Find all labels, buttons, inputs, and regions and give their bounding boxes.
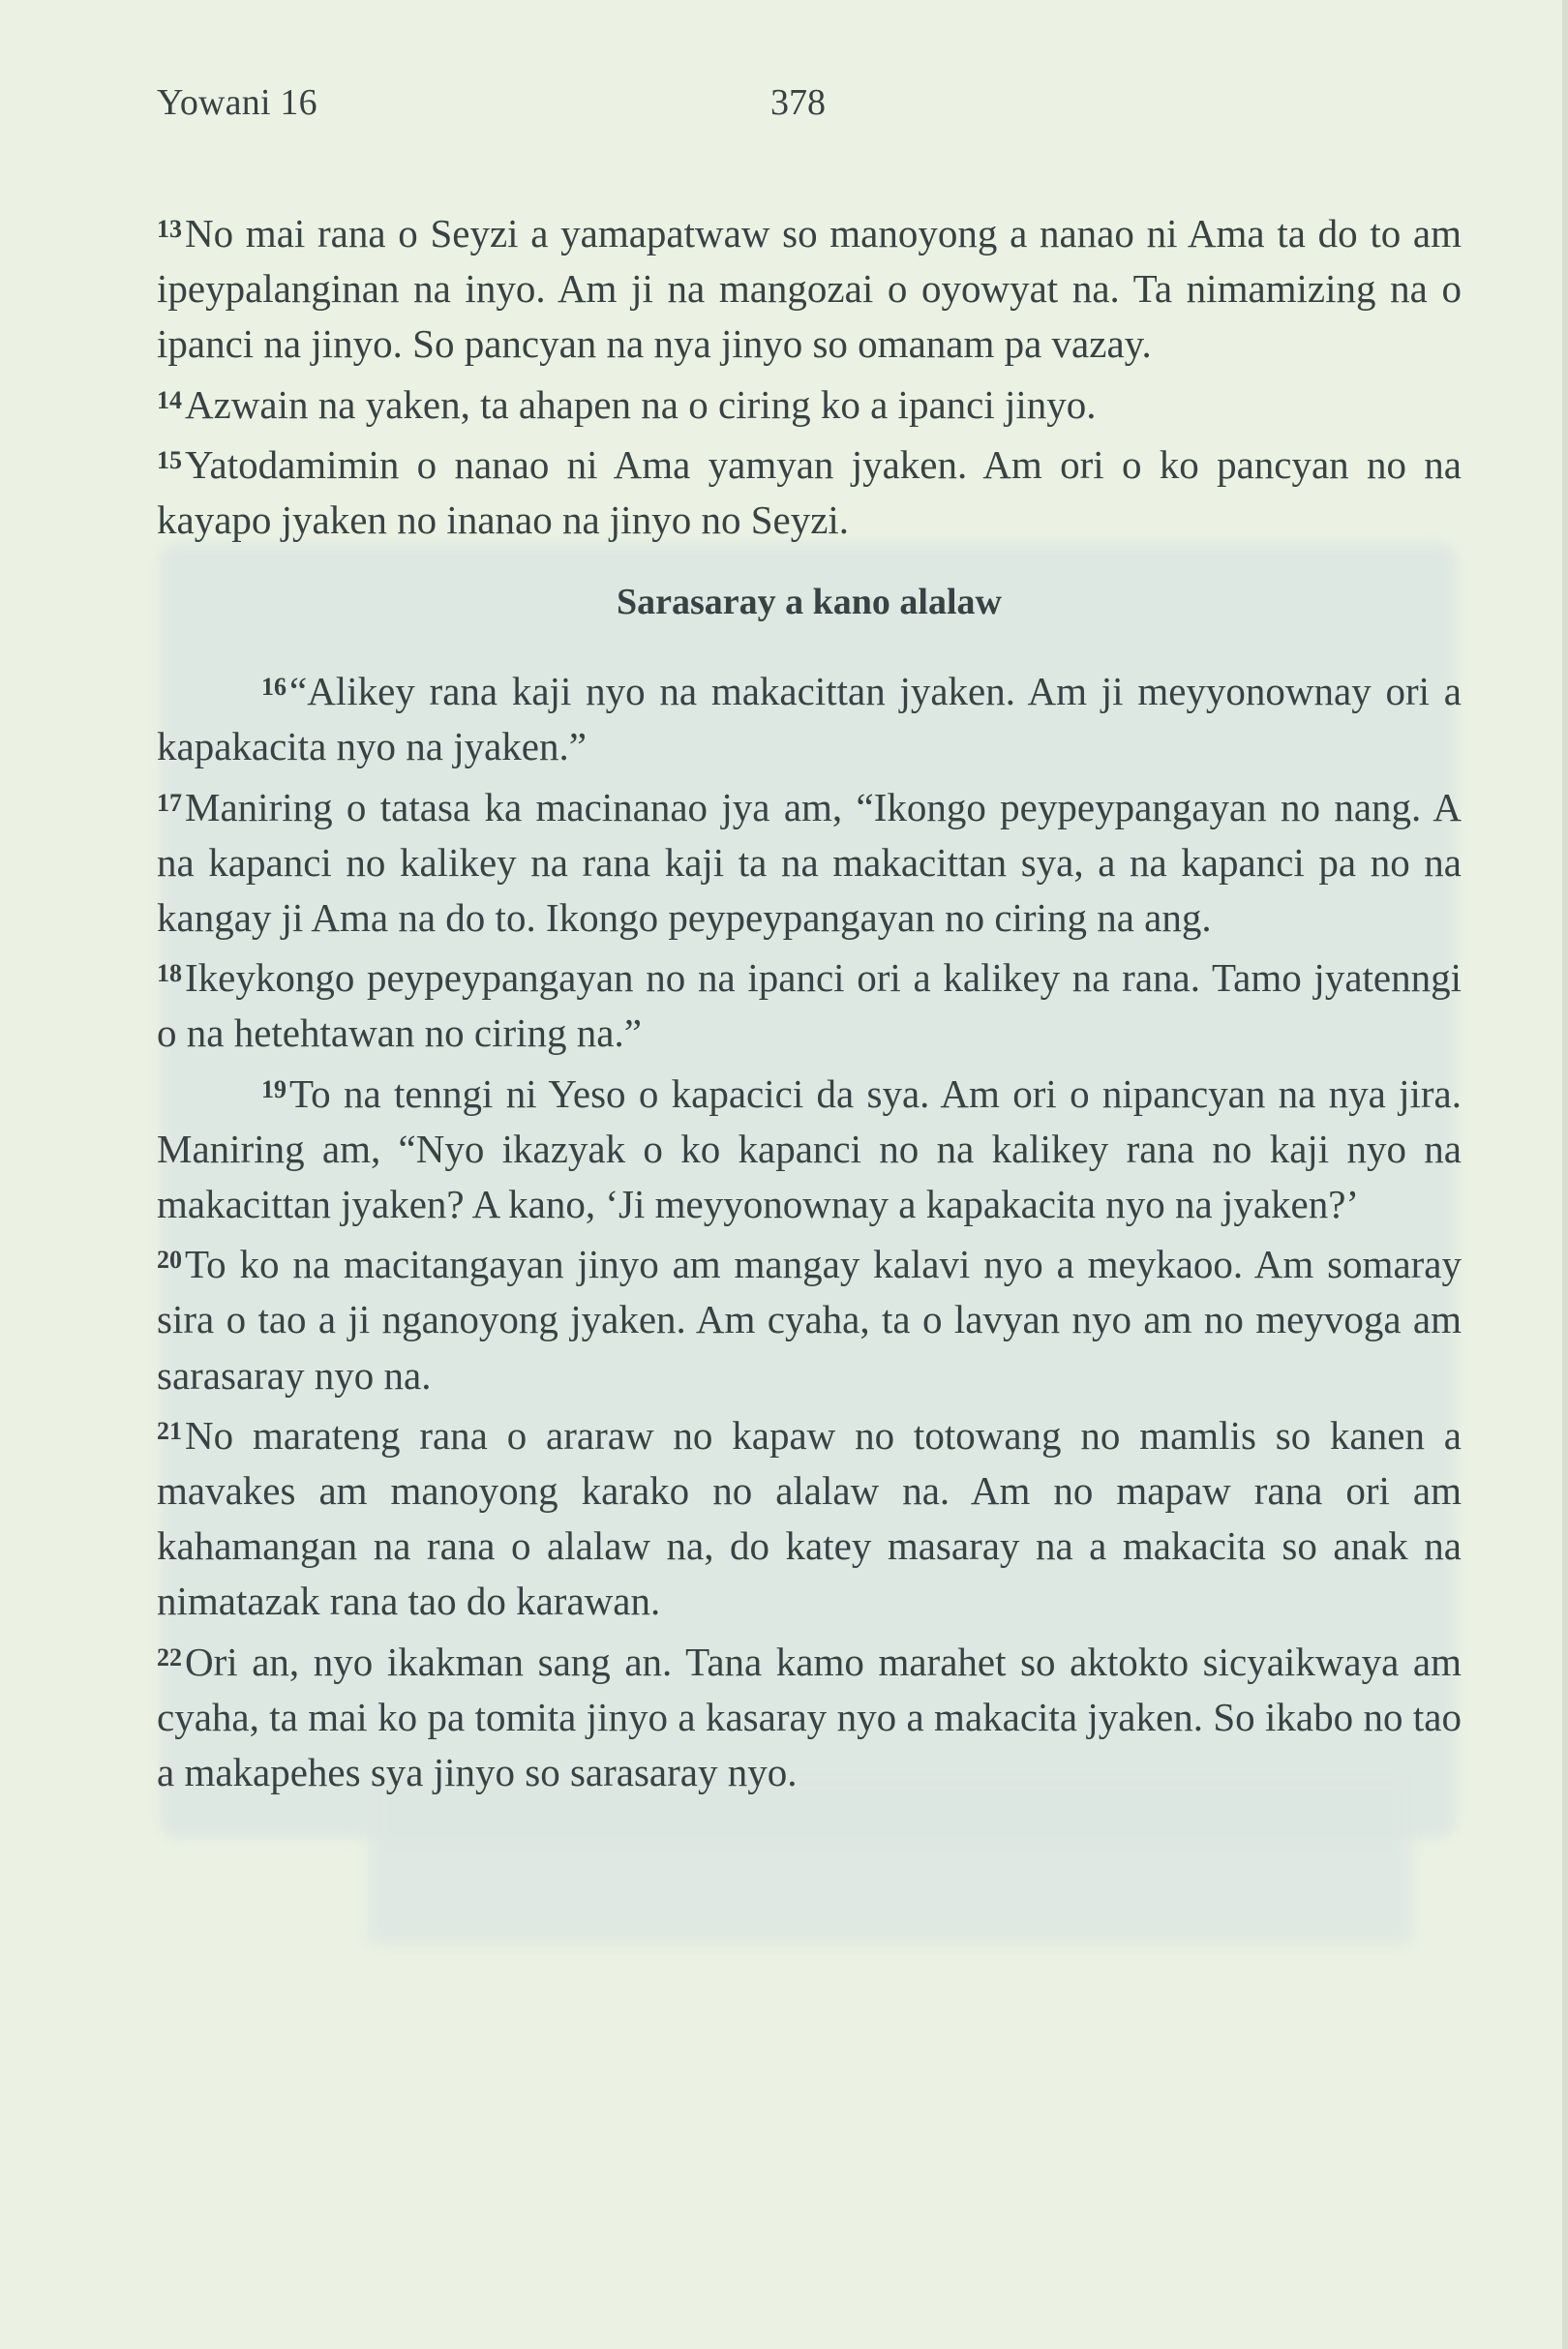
verse-number: 22 — [157, 1642, 182, 1671]
verse-16 — [157, 659, 1462, 774]
page-number: 378 — [770, 82, 826, 123]
page-edge — [1562, 0, 1568, 2349]
running-head: Yowani 16 — [157, 82, 317, 123]
verse-number: 15 — [157, 445, 182, 474]
verse-text: Ikeykongo peypeypangayan no na ipanci ori a kalikey na rana. Tamo jyatenngi o na hetehtawan no ciring na.” — [157, 955, 1462, 1056]
verse-number: 21 — [157, 1416, 182, 1445]
verse-text: To ko na macitangayan jinyo am mangay kalavi nyo a meykaoo. Am somaray sira o tao a ji nganoyong jyaken. Am cyaha, ta o lavyan nyo am no meyvoga am sarasaray nyo na. — [157, 1242, 1462, 1398]
verse-15 — [157, 433, 1462, 548]
body-text — [157, 201, 1462, 1800]
verse-number: 13 — [157, 215, 182, 243]
verse-number: 19 — [261, 1074, 286, 1103]
verse-text: Azwain na yaken, ta ahapen na o ciring ko a ipanci jinyo. — [185, 381, 1097, 427]
verse-number: 17 — [157, 788, 182, 817]
verse-number: 18 — [157, 959, 182, 988]
verse-text: “Alikey rana kaji nyo na makacittan jyaken. Am ji meyyonownay ori a kapakacita nyo na jyaken.” — [157, 669, 1462, 769]
verse-number: 20 — [157, 1246, 182, 1275]
verse-13 — [157, 201, 1462, 373]
verse-number: 14 — [157, 385, 182, 414]
verse-text: No marateng rana o araraw no kapaw no totowang no mamlis so kanen a mavakes am manoyong karako no alalaw na. Am no mapaw rana ori am kahamangan na rana o alalaw na, do katey masaray na a makacita so anak na nimatazak rana tao do karawan. — [157, 1412, 1462, 1624]
verse-17 — [157, 775, 1462, 947]
verse-text: Ori an, nyo ikakman sang an. Tana kamo marahet so aktokto sicyaikwaya am cyaha, ta mai ko pa tomita jinyo a kasaray nyo a makacita jyaken. So ikabo no tao a makapehes sya jinyo so sarasaray nyo. — [157, 1639, 1462, 1795]
verse-text: Yatodamimin o nanao ni Ama yamyan jyaken. Am ori o ko pancyan no na kayapo jyaken no inanao na jinyo no Seyzi. — [157, 441, 1462, 543]
verse-text: No mai rana o Seyzi a yamapatwaw so manoyong a nanao ni Ama ta do to am ipeypalanginan na inyo. Am ji na mangozai o oyowyat na. Ta nimamizing na o ipanci na jinyo. So pancyan na nya jinyo so omanam pa vazay. — [157, 211, 1462, 367]
section-heading: Sarasaray a kano alalaw — [617, 582, 1002, 623]
verse-number: 16 — [261, 673, 286, 702]
verse-21 — [157, 1403, 1462, 1630]
verse-text: Maniring o tatasa ka macinanao jya am, “Ikongo peypeypangayan no nang. A na kapanci no kalikey na rana kaji ta na makacittan sya, a na kapanci pa no na kangay ji Ama na do to. Ikongo peypeypangayan no ciring na ang. — [157, 784, 1462, 941]
verse-14 — [157, 373, 1462, 433]
verse-20 — [157, 1232, 1462, 1403]
verse-19 — [157, 1062, 1462, 1233]
verse-18 — [157, 946, 1462, 1061]
verse-text: To na tenngi ni Yeso o kapacici da sya. Am ori o nipancyan na nya jira. Maniring am, “Nyo ikazyak o ko kapanci no na kalikey rana no kaji nyo na makacittan jyaken? A kano, ‘Ji meyyonownay a kapakacita nyo na jyaken?’ — [157, 1070, 1462, 1227]
verse-22 — [157, 1630, 1462, 1801]
